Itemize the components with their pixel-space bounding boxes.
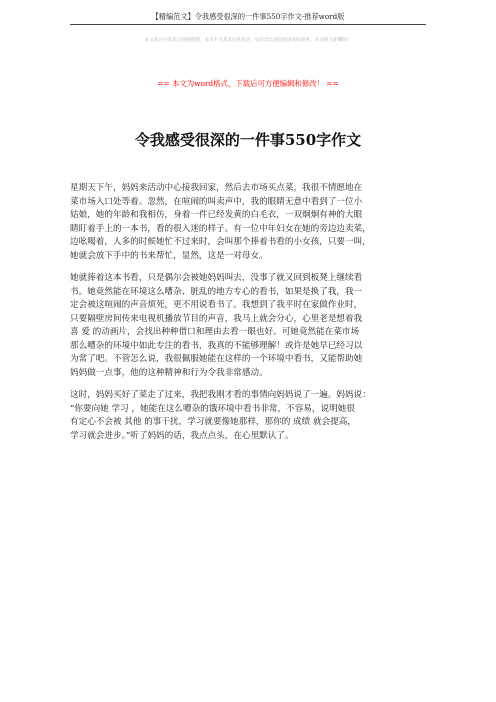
paragraph-line: 这时，妈妈买好了菜走了过来，我把我刚才看的事情向妈妈说了一遍。妈妈说： — [70, 390, 371, 400]
document-title: 令我感受很深的一件事550字作文 — [134, 131, 362, 149]
paragraph-line: 星期天下午，妈妈来活动中心接我回家，然后去市场买点菜，我很不情愿地在 — [70, 183, 363, 193]
paragraph-line: 定会被这喧闹的声音烦死，更不用说看书了。我想到了我平时在家做作业时， — [70, 300, 363, 310]
paragraph-line: 她就捧着这本书看，只是偶尔会被她妈妈叫去，没事了就又回到板凳上继续看 — [70, 273, 363, 283]
paragraph-line: 只要隔壁房间传来电视机播放节目的声音，我马上就会分心，心里老是想着我 — [70, 313, 363, 324]
paragraph-2 — [70, 272, 430, 380]
disclaimer-text: 本文部分内容来自网络整理，本司不为其真实性负责，如有异议或侵权请及时联系，本司将立即删除！ — [144, 38, 352, 43]
paragraph-line: 学习就会进步。”听了妈妈的话，我点点头，在心里默认了。 — [70, 430, 294, 441]
document-body — [70, 182, 430, 452]
paragraph-line: 边吆喝着，人多的时候她忙不过来时，会叫那个捧着书看的小女孩，只要一叫， — [70, 237, 371, 247]
paragraph-1 — [70, 182, 430, 263]
paragraph-line: 睛盯着手上的一本书，看的很入迷的样子。有一位中年妇女在她的旁边边卖菜， — [70, 223, 371, 234]
paragraph-line: 她就会放下手中的书来帮忙，显然，这是一对母女。 — [70, 250, 268, 261]
word-format-notice: == 本文为word格式，下载后可方便编辑和修改！ == — [157, 79, 339, 88]
paragraph-line: 为常了吧。不管怎么说，我很佩服她能在这样的一个环境中看书，又能帮助她 — [70, 354, 363, 364]
header-divider — [70, 24, 426, 25]
paragraph-line: 菜市场入口处等着。忽然，在喧闹的叫卖声中，我的眼睛无意中看到了一位小 — [70, 196, 363, 207]
header-title: 【精编范文】令我感受很深的一件事550字作文-推荐word版 — [151, 12, 345, 21]
paragraph-line: 书。她竟然能在环境这么嘈杂、脏乱的地方专心的看书，如果是换了我，我一 — [70, 286, 363, 297]
paragraph-line: 妈妈做一点事，他的这种精神和行为令我非常感动。 — [70, 367, 268, 378]
paragraph-3 — [70, 389, 430, 443]
paragraph-line: 那么嘈杂的环境中如此专注的看书，我真的不能够理解！或许是她早已经习以 — [70, 340, 363, 351]
paragraph-line: 有定心不会被 其他 的事干扰，学习就要像她那样，那你的 成绩 就会提高， — [70, 417, 356, 427]
paragraph-line: 姑娘，她的年龄和我相仿，身着一件已经发黄的白毛衣，一双炯炯有神的大眼 — [70, 210, 363, 220]
paragraph-line: 喜 爱 的动画片，会找出种种借口和理由去看一眼也好。可她竟然能在菜市场 — [70, 327, 360, 337]
paragraph-line: “你要向她 学习 ，她能在这么嘈杂的饿环境中看书非常，不容易，说明她很 — [70, 403, 355, 414]
